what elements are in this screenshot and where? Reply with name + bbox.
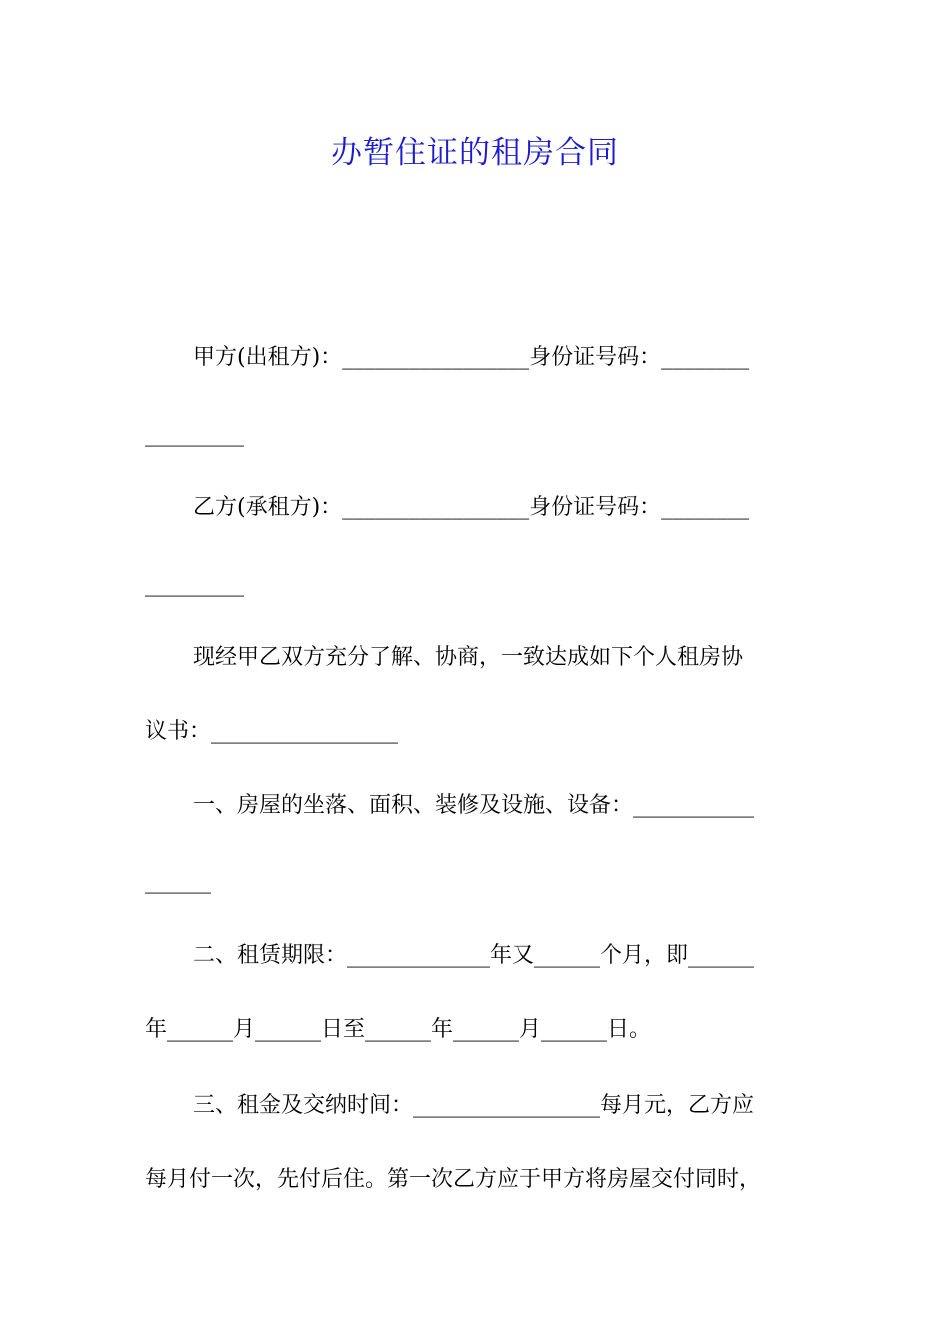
clause-3-continuation: 每月付一次，先付后住。第一次乙方应于甲方将房屋交付同时， bbox=[145, 1167, 762, 1192]
party-a-line: 甲方(出租方)：_________________身份证号码：________ bbox=[193, 345, 750, 370]
clause-3-line: 三、租金及交纳时间：_________________每月元，乙方应 bbox=[193, 1093, 755, 1118]
clause-2-continuation: 年______月______日至______年______月______日。 bbox=[145, 1017, 652, 1042]
party-b-id-continuation: _________ bbox=[145, 572, 244, 597]
agreement-intro-continuation: 议书：_________________ bbox=[145, 719, 399, 744]
document-title: 办暂住证的租房合同 bbox=[331, 135, 619, 171]
agreement-intro-line: 现经甲乙双方充分了解、协商，一致达成如下个人租房协 bbox=[193, 645, 744, 670]
party-b-line: 乙方(承租方)：_________________身份证号码：________ bbox=[193, 495, 750, 520]
party-a-id-continuation: _________ bbox=[145, 422, 244, 447]
clause-1-continuation: ______ bbox=[145, 869, 211, 894]
clause-1-line: 一、房屋的坐落、面积、装修及设施、设备：___________ bbox=[193, 793, 755, 818]
clause-2-line: 二、租赁期限：_____________年又______个月，即______ bbox=[193, 943, 755, 968]
